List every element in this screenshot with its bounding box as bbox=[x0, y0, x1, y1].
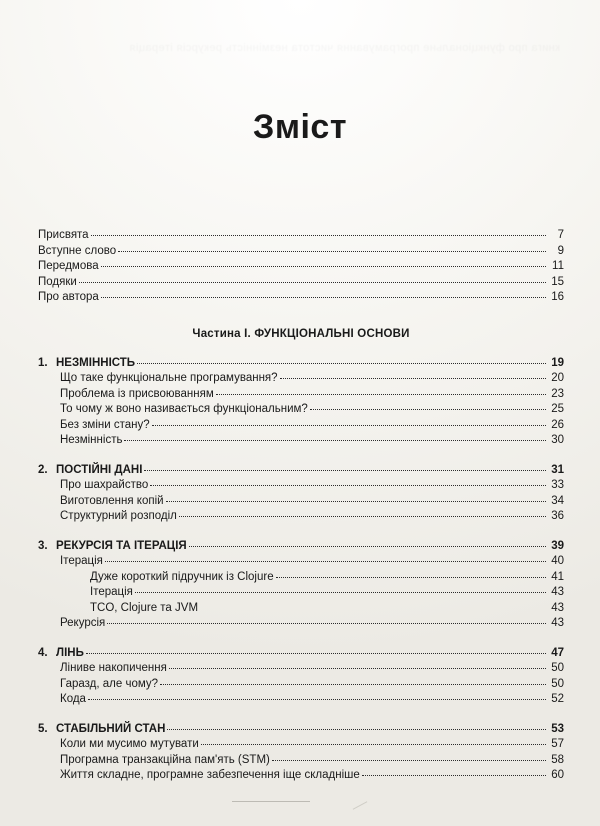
toc-entry[interactable] bbox=[38, 275, 564, 291]
part-title: Частина I. ФУНКЦІОНАЛЬНІ ОСНОВИ bbox=[192, 327, 410, 340]
leader-dots bbox=[216, 394, 546, 395]
toc-chapter-page: 53 bbox=[551, 722, 564, 735]
toc-entry[interactable] bbox=[38, 244, 564, 260]
toc-chapter bbox=[38, 356, 564, 449]
toc-entry[interactable] bbox=[38, 585, 564, 601]
toc-entry-label: Без зміни стану? bbox=[60, 418, 150, 431]
toc-entry-label: То чому ж воно називається функціональним? bbox=[60, 403, 308, 415]
leader-dots bbox=[137, 363, 546, 364]
toc-entry-page: 33 bbox=[551, 479, 564, 491]
toc-entry-label: Ітерація bbox=[90, 586, 133, 598]
toc-entry[interactable] bbox=[38, 228, 564, 244]
toc-entry-page: 25 bbox=[551, 403, 564, 415]
leader-dots bbox=[150, 485, 546, 486]
toc-chapter-head[interactable] bbox=[38, 646, 564, 662]
toc-entry-label: Подяки bbox=[38, 275, 77, 288]
footer-scratch bbox=[353, 801, 368, 809]
toc-entry[interactable] bbox=[38, 661, 564, 677]
leader-dots bbox=[166, 501, 546, 502]
page-bleed-through: книга про функціональне програмування чистота незмінність рекурсія ітерація bbox=[129, 42, 560, 54]
toc-entry-page: 34 bbox=[551, 494, 564, 507]
toc-entry-label: Що таке функціональне програмування? bbox=[60, 372, 278, 384]
toc-entry-label: Виготовлення копій bbox=[60, 494, 164, 507]
toc-chapter bbox=[38, 646, 564, 708]
toc-chapter-label: СТАБІЛЬНИЙ СТАН bbox=[56, 722, 166, 735]
toc-entry-label: Передмова bbox=[38, 260, 99, 272]
toc-entry-label: Присвята bbox=[38, 229, 89, 241]
toc-entry-page: 52 bbox=[551, 693, 564, 705]
toc-entry[interactable] bbox=[38, 387, 564, 403]
toc-entry[interactable] bbox=[38, 259, 564, 275]
leader-dots bbox=[276, 577, 546, 578]
toc-entry[interactable] bbox=[38, 290, 564, 306]
toc-entry-label: Вступне слово bbox=[38, 244, 117, 257]
toc-entry-page: 20 bbox=[551, 372, 564, 384]
leader-dots bbox=[135, 592, 546, 593]
toc-entry[interactable] bbox=[38, 371, 564, 387]
toc-chapter-head[interactable] bbox=[38, 539, 564, 555]
toc-entry-label: Про автора bbox=[38, 291, 99, 303]
toc-chapter-head[interactable] bbox=[38, 463, 564, 479]
toc-chapter-head[interactable] bbox=[38, 722, 564, 738]
toc-entry-label: Незмінність bbox=[60, 434, 123, 446]
toc-entry[interactable] bbox=[38, 478, 564, 494]
toc-entry-label: Проблема із присвоюванням bbox=[60, 387, 214, 400]
toc-chapter-head[interactable] bbox=[38, 356, 564, 372]
toc-entry-page: 15 bbox=[551, 275, 564, 288]
toc-chapter-label: ЛІНЬ bbox=[56, 646, 84, 659]
front-matter-list bbox=[38, 228, 564, 306]
toc-chapter-label: РЕКУРСІЯ ТА ІТЕРАЦІЯ bbox=[56, 539, 187, 552]
toc-entry[interactable] bbox=[38, 692, 564, 708]
toc-entry[interactable] bbox=[38, 418, 564, 434]
leader-dots bbox=[101, 266, 546, 267]
toc-entry[interactable] bbox=[38, 402, 564, 418]
toc-entry-page: 57 bbox=[551, 738, 564, 750]
toc-chapter-label: ПОСТІЙНІ ДАНІ bbox=[56, 463, 143, 476]
toc-chapter-page: 19 bbox=[551, 356, 564, 369]
toc-entry-page: 30 bbox=[551, 434, 564, 446]
toc-chapter-number: 3. bbox=[38, 539, 48, 552]
toc-entry-page: 40 bbox=[551, 555, 564, 567]
toc-entry-label: Дуже короткий підручник із Clojure bbox=[90, 570, 274, 583]
toc-chapter-number: 5. bbox=[38, 722, 48, 735]
toc-entry-page: 11 bbox=[552, 260, 564, 272]
toc-chapter bbox=[38, 463, 564, 525]
toc-entry-page: 23 bbox=[551, 387, 564, 400]
toc-entry-page: 36 bbox=[551, 510, 564, 522]
toc-entry-page: 43 bbox=[551, 586, 564, 598]
leader-dots bbox=[86, 653, 546, 654]
toc-entry[interactable] bbox=[38, 433, 564, 449]
leader-dots bbox=[152, 425, 546, 426]
toc-entry-page: 43 bbox=[551, 617, 564, 629]
toc-entry-label: Кода bbox=[60, 693, 86, 705]
leader-dots bbox=[160, 684, 546, 685]
toc-entry[interactable] bbox=[38, 601, 564, 617]
toc-entry-label: Лінивe накопичення bbox=[60, 662, 167, 674]
leader-dots bbox=[88, 699, 546, 700]
toc-entry[interactable] bbox=[38, 494, 564, 510]
toc-entry-page: 16 bbox=[551, 291, 564, 303]
leader-dots bbox=[167, 729, 546, 730]
toc-entry[interactable] bbox=[38, 616, 564, 632]
leader-dots bbox=[124, 440, 546, 441]
toc-entry[interactable] bbox=[38, 768, 564, 784]
leader-dots bbox=[79, 282, 546, 283]
toc-chapter bbox=[38, 539, 564, 632]
toc-entry-label: Структурний розподіл bbox=[60, 510, 177, 522]
toc-chapter-number: 1. bbox=[38, 356, 48, 369]
leader-dots bbox=[144, 470, 546, 471]
toc-entry[interactable] bbox=[38, 509, 564, 525]
leader-dots bbox=[280, 378, 546, 379]
footer-rule bbox=[232, 801, 310, 802]
toc-entry-page: 60 bbox=[551, 769, 564, 781]
toc-chapter-label: НЕЗМІННІСТЬ bbox=[56, 356, 136, 369]
toc-entry-page: 50 bbox=[551, 677, 564, 690]
toc-entry-label: Програмна транзакційна пам'ять (STM) bbox=[60, 753, 270, 766]
leader-dots bbox=[91, 235, 546, 236]
toc-entry-label: Гаразд, але чому? bbox=[60, 677, 159, 690]
toc-entry-label: TCO, Clojure та JVM bbox=[90, 601, 199, 614]
toc-entry[interactable] bbox=[38, 554, 564, 570]
toc-entry-label: Ітерація bbox=[60, 555, 103, 567]
toc-entry[interactable] bbox=[38, 753, 564, 769]
toc-entry-page: 41 bbox=[551, 570, 564, 583]
leader-dots bbox=[310, 409, 546, 410]
table-of-contents bbox=[38, 228, 564, 798]
toc-entry[interactable] bbox=[38, 677, 564, 693]
toc-entry-page: 58 bbox=[551, 753, 564, 766]
leader-dots bbox=[272, 760, 546, 761]
leader-dots bbox=[107, 623, 546, 624]
toc-entry-label: Коли ми мусимо мутувати bbox=[60, 738, 199, 750]
toc-chapter-number: 2. bbox=[38, 463, 48, 476]
toc-entry-label: Життя складне, програмне забезпечення іще складніше bbox=[60, 769, 360, 781]
toc-entry-page: 7 bbox=[557, 229, 564, 241]
toc-chapter-page: 31 bbox=[551, 463, 564, 476]
toc-chapter-page: 47 bbox=[551, 646, 564, 659]
page-title: Зміст bbox=[253, 108, 347, 146]
toc-entry-page: 50 bbox=[551, 662, 564, 674]
toc-entry[interactable] bbox=[38, 570, 564, 586]
leader-dots bbox=[105, 561, 546, 562]
toc-entry-page: 26 bbox=[551, 418, 564, 431]
toc-chapter-number: 4. bbox=[38, 646, 48, 659]
toc-entry-label: Про шахрайство bbox=[60, 479, 149, 491]
toc-entry-label: Рекурсія bbox=[60, 617, 106, 629]
page-footer-marks bbox=[0, 794, 600, 808]
toc-chapter-page: 39 bbox=[551, 539, 564, 552]
leader-dots bbox=[362, 775, 546, 776]
toc-entry[interactable] bbox=[38, 737, 564, 753]
toc-chapter bbox=[38, 722, 564, 784]
leader-dots bbox=[201, 744, 546, 745]
toc-entry-page: 43 bbox=[551, 601, 564, 614]
leader-dots bbox=[101, 297, 546, 298]
leader-dots bbox=[189, 546, 546, 547]
leader-dots bbox=[179, 516, 546, 517]
toc-entry-page: 9 bbox=[557, 244, 564, 257]
leader-dots bbox=[118, 251, 546, 252]
leader-dots bbox=[169, 668, 546, 669]
